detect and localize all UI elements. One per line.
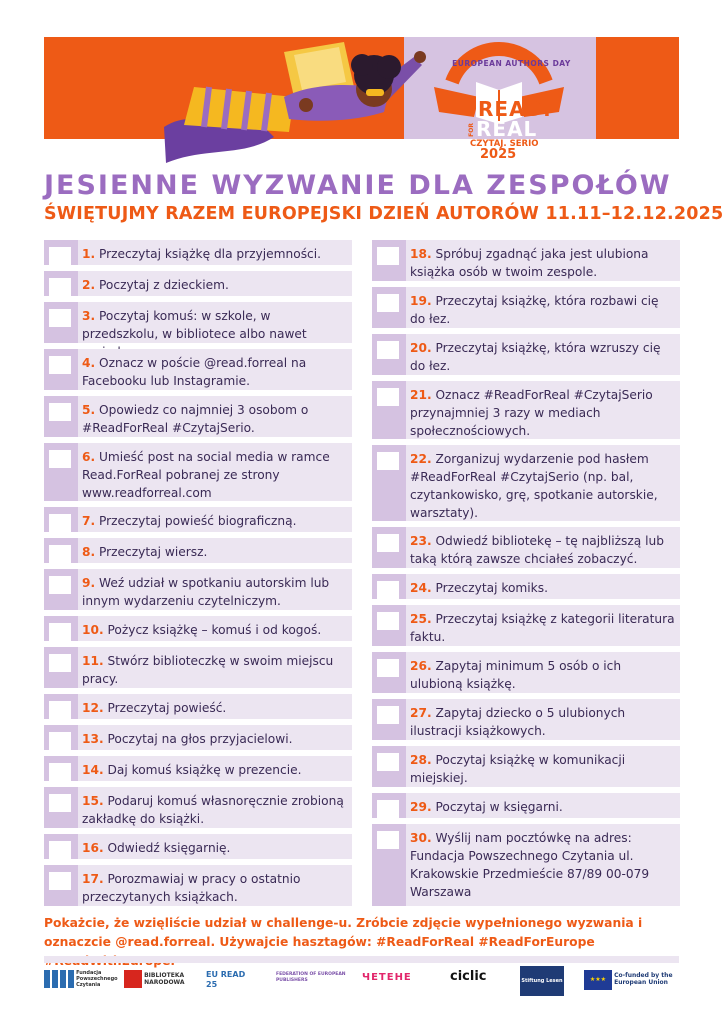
- task-text: Stwórz biblioteczkę w swoim miejscu pracy.: [82, 654, 334, 686]
- task-number: 8.: [82, 545, 96, 559]
- task-text: Poczytaj na głos przyjacielowi.: [107, 732, 293, 746]
- task-number: 5.: [82, 403, 96, 417]
- task-item: [372, 574, 680, 599]
- task-checkbox[interactable]: [377, 247, 399, 265]
- task-number: 29.: [410, 800, 432, 814]
- task-checkbox[interactable]: [49, 450, 71, 468]
- task-number: 17.: [82, 872, 104, 886]
- task-text: Podaruj komuś własnoręcznie zrobioną zakładkę do książki.: [82, 794, 344, 826]
- logo-real-text: REAL: [476, 117, 538, 141]
- header-banner: [44, 37, 679, 162]
- task-checkbox[interactable]: [377, 831, 399, 849]
- task-checkbox[interactable]: [377, 659, 399, 677]
- task-number: 22.: [410, 452, 432, 466]
- task-text: Odwiedź księgarnię.: [107, 841, 231, 855]
- page-subtitle: ŚWIĘTUJMY RAZEM EUROPEJSKI DZIEŃ AUTORÓW 11.11–12.12.2025: [44, 204, 724, 224]
- task-checkbox[interactable]: [49, 701, 71, 719]
- task-item: [372, 652, 680, 693]
- task-item: [44, 507, 352, 532]
- task-item: [44, 443, 352, 501]
- task-number: 30.: [410, 831, 432, 845]
- task-number: 6.: [82, 450, 96, 464]
- task-number: 25.: [410, 612, 432, 626]
- task-checkbox[interactable]: [377, 800, 399, 818]
- task-checkbox[interactable]: [377, 612, 399, 630]
- task-text: Zapytaj minimum 5 osób o ich ulubioną książkę.: [410, 659, 622, 691]
- task-text: Wyślij nam pocztówkę na adres: Fundacja Powszechnego Czytania ul. Krakowskie Przedmieście 87/89 00-079 Warszawa: [410, 831, 650, 899]
- task-checkbox[interactable]: [49, 623, 71, 641]
- eu-cofunded-logo: ★★★ Co-funded by the European Union: [584, 966, 684, 996]
- task-checkbox[interactable]: [49, 278, 71, 296]
- task-checkbox[interactable]: [377, 706, 399, 724]
- library-icon: [124, 970, 142, 988]
- federation-logo: FEDERATION OF EUROPEAN PUBLISHERS: [276, 972, 346, 983]
- flying-reader-illustration: [44, 37, 679, 167]
- page-title: JESIENNE WYZWANIE DLA ZESPOŁÓW: [44, 170, 672, 201]
- footer-divider: [44, 956, 679, 963]
- task-number: 2.: [82, 278, 96, 292]
- task-text: Przeczytaj książkę, która rozbawi cię do łez.: [410, 294, 659, 326]
- task-text: Przeczytaj powieść biograficzną.: [99, 514, 297, 528]
- task-checkbox[interactable]: [49, 872, 71, 890]
- task-number: 3.: [82, 309, 96, 323]
- logo-czytaj-text: CZYTAJ. SERIO: [470, 139, 539, 149]
- task-number: 7.: [82, 514, 96, 528]
- task-text: Przeczytaj książkę z kategorii literatura faktu.: [410, 612, 675, 644]
- partner-logos: [44, 966, 684, 996]
- task-item: [372, 381, 680, 439]
- task-item: [44, 569, 352, 610]
- stiftung-lesen-logo: Stiftung Lesen: [520, 966, 564, 996]
- task-text: Przeczytaj komiks.: [435, 581, 548, 595]
- task-number: 14.: [82, 763, 104, 777]
- task-text: Poczytaj z dzieckiem.: [99, 278, 229, 292]
- task-text: Przeczytaj wiersz.: [99, 545, 208, 559]
- task-item: [372, 605, 680, 646]
- task-item: [372, 334, 680, 375]
- biblioteka-narodowa-logo: BIBLIOTEKA NARODOWA: [124, 966, 194, 996]
- task-checkbox[interactable]: [377, 341, 399, 359]
- task-number: 13.: [82, 732, 104, 746]
- task-number: 23.: [410, 534, 432, 548]
- task-checkbox[interactable]: [49, 763, 71, 781]
- task-number: 10.: [82, 623, 104, 637]
- ciclic-logo: ciclic: [450, 969, 487, 984]
- task-item: [372, 746, 680, 787]
- task-text: Spróbuj zgadnąć jaka jest ulubiona książka osób w twoim zespole.: [410, 247, 649, 279]
- task-item: [372, 793, 680, 818]
- fundacja-logo: Fundacja Powszechnego Czytania: [44, 966, 114, 996]
- task-item: [44, 647, 352, 688]
- chitanka-logo: ЧЕТЕНЕ: [362, 972, 412, 983]
- task-number: 4.: [82, 356, 96, 370]
- task-number: 11.: [82, 654, 104, 668]
- task-text: Poczytaj w księgarni.: [435, 800, 563, 814]
- task-item: [44, 694, 352, 719]
- task-item: [372, 240, 680, 281]
- task-checkbox[interactable]: [49, 841, 71, 859]
- task-item: [44, 756, 352, 781]
- task-item: [372, 527, 680, 568]
- task-item: [44, 538, 352, 563]
- task-item: [372, 445, 680, 521]
- task-number: 20.: [410, 341, 432, 355]
- task-number: 1.: [82, 247, 96, 261]
- task-item: [44, 616, 352, 641]
- logo-year-text: 2025: [480, 147, 517, 162]
- task-text: Zapytaj dziecko o 5 ulubionych ilustracji książkowych.: [410, 706, 626, 738]
- task-item: [372, 287, 680, 328]
- task-text: Umieść post na social media w ramce Read.ForReal pobranej ze strony www.readforreal.com: [82, 450, 330, 500]
- task-text: Zorganizuj wydarzenie pod hasłem #ReadForReal #CzytajSerio (np. bal, czytankowisko, grę, spotkanie autorskie, warsztaty).: [410, 452, 658, 520]
- task-text: Opowiedz co najmniej 3 osobom o #ReadForReal #CzytajSerio.: [82, 403, 309, 435]
- task-checkbox[interactable]: [377, 753, 399, 771]
- task-number: 27.: [410, 706, 432, 720]
- task-text: Przeczytaj książkę dla przyjemności.: [99, 247, 322, 261]
- task-checkbox[interactable]: [377, 581, 399, 599]
- task-checkbox[interactable]: [49, 654, 71, 672]
- task-checkbox[interactable]: [49, 732, 71, 750]
- logo-for-text: FOR: [468, 123, 475, 137]
- task-item: [44, 865, 352, 906]
- task-item: [44, 302, 352, 343]
- task-text: Weź udział w spotkaniu autorskim lub innym wydarzeniu czytelniczym.: [82, 576, 330, 608]
- task-text: Pożycz książkę – komuś i od kogoś.: [107, 623, 322, 637]
- task-text: Przeczytaj książkę, która wzruszy cię do łez.: [410, 341, 661, 373]
- task-checkbox[interactable]: [377, 388, 399, 406]
- task-number: 9.: [82, 576, 96, 590]
- task-number: 16.: [82, 841, 104, 855]
- task-text: Daj komuś książkę w prezencie.: [107, 763, 302, 777]
- task-checkbox[interactable]: [49, 403, 71, 421]
- task-checkbox[interactable]: [377, 452, 399, 470]
- task-item: [44, 396, 352, 437]
- task-checkbox[interactable]: [49, 545, 71, 563]
- task-checkbox[interactable]: [49, 356, 71, 374]
- task-number: 26.: [410, 659, 432, 673]
- task-item: [372, 824, 680, 906]
- task-text: Odwiedź bibliotekę – tę najbliższą lub taką którą zawsze chciałeś zobaczyć.: [410, 534, 664, 566]
- task-item: [44, 240, 352, 265]
- task-text: Oznacz #ReadForReal #CzytajSerio przynajmniej 3 razy w mediach społecznościowych.: [410, 388, 653, 438]
- task-text: Przeczytaj powieść.: [107, 701, 227, 715]
- task-number: 24.: [410, 581, 432, 595]
- task-text: Poczytaj książkę w komunikacji miejskiej.: [410, 753, 626, 785]
- logo-arc-text: EUROPEAN AUTHORS DAY: [452, 59, 571, 68]
- task-number: 12.: [82, 701, 104, 715]
- task-checkbox[interactable]: [377, 294, 399, 312]
- task-item: [44, 271, 352, 296]
- task-checkbox[interactable]: [377, 534, 399, 552]
- footer-instructions: Pokażcie, że wzięliście udział w challenge-u. Zróbcie zdjęcie wypełnionego wyzwania i oznaczcie @read.forreal. Używajcie hasztagów: #ReadForReal #ReadForEurope: [44, 916, 643, 949]
- eu-read-logo: EU READ 25: [206, 970, 246, 989]
- task-number: 28.: [410, 753, 432, 767]
- task-checkbox[interactable]: [49, 247, 71, 265]
- task-item: [44, 834, 352, 859]
- task-item: [44, 787, 352, 828]
- logo-read-text: READ.: [478, 97, 552, 121]
- task-text: Poczytaj komuś: w szkole, w przedszkolu, w bibliotece albo nawet: [82, 309, 307, 341]
- task-item: [372, 699, 680, 740]
- task-text: Porozmawiaj w pracy o ostatnio przeczytanych książkach.: [82, 872, 301, 904]
- task-checkbox[interactable]: [49, 794, 71, 812]
- books-icon: [44, 970, 74, 988]
- eu-flag-icon: ★★★: [584, 970, 612, 990]
- task-number: 15.: [82, 794, 104, 808]
- task-item: [44, 725, 352, 750]
- task-number: 21.: [410, 388, 432, 402]
- task-checkbox[interactable]: [49, 309, 71, 327]
- task-checkbox[interactable]: [49, 514, 71, 532]
- task-item: [44, 349, 352, 390]
- task-number: 18.: [410, 247, 432, 261]
- task-text: Oznacz w poście @read.forreal na Facebooku lub Instagramie.: [82, 356, 307, 388]
- task-checkbox[interactable]: [49, 576, 71, 594]
- task-number: 19.: [410, 294, 432, 308]
